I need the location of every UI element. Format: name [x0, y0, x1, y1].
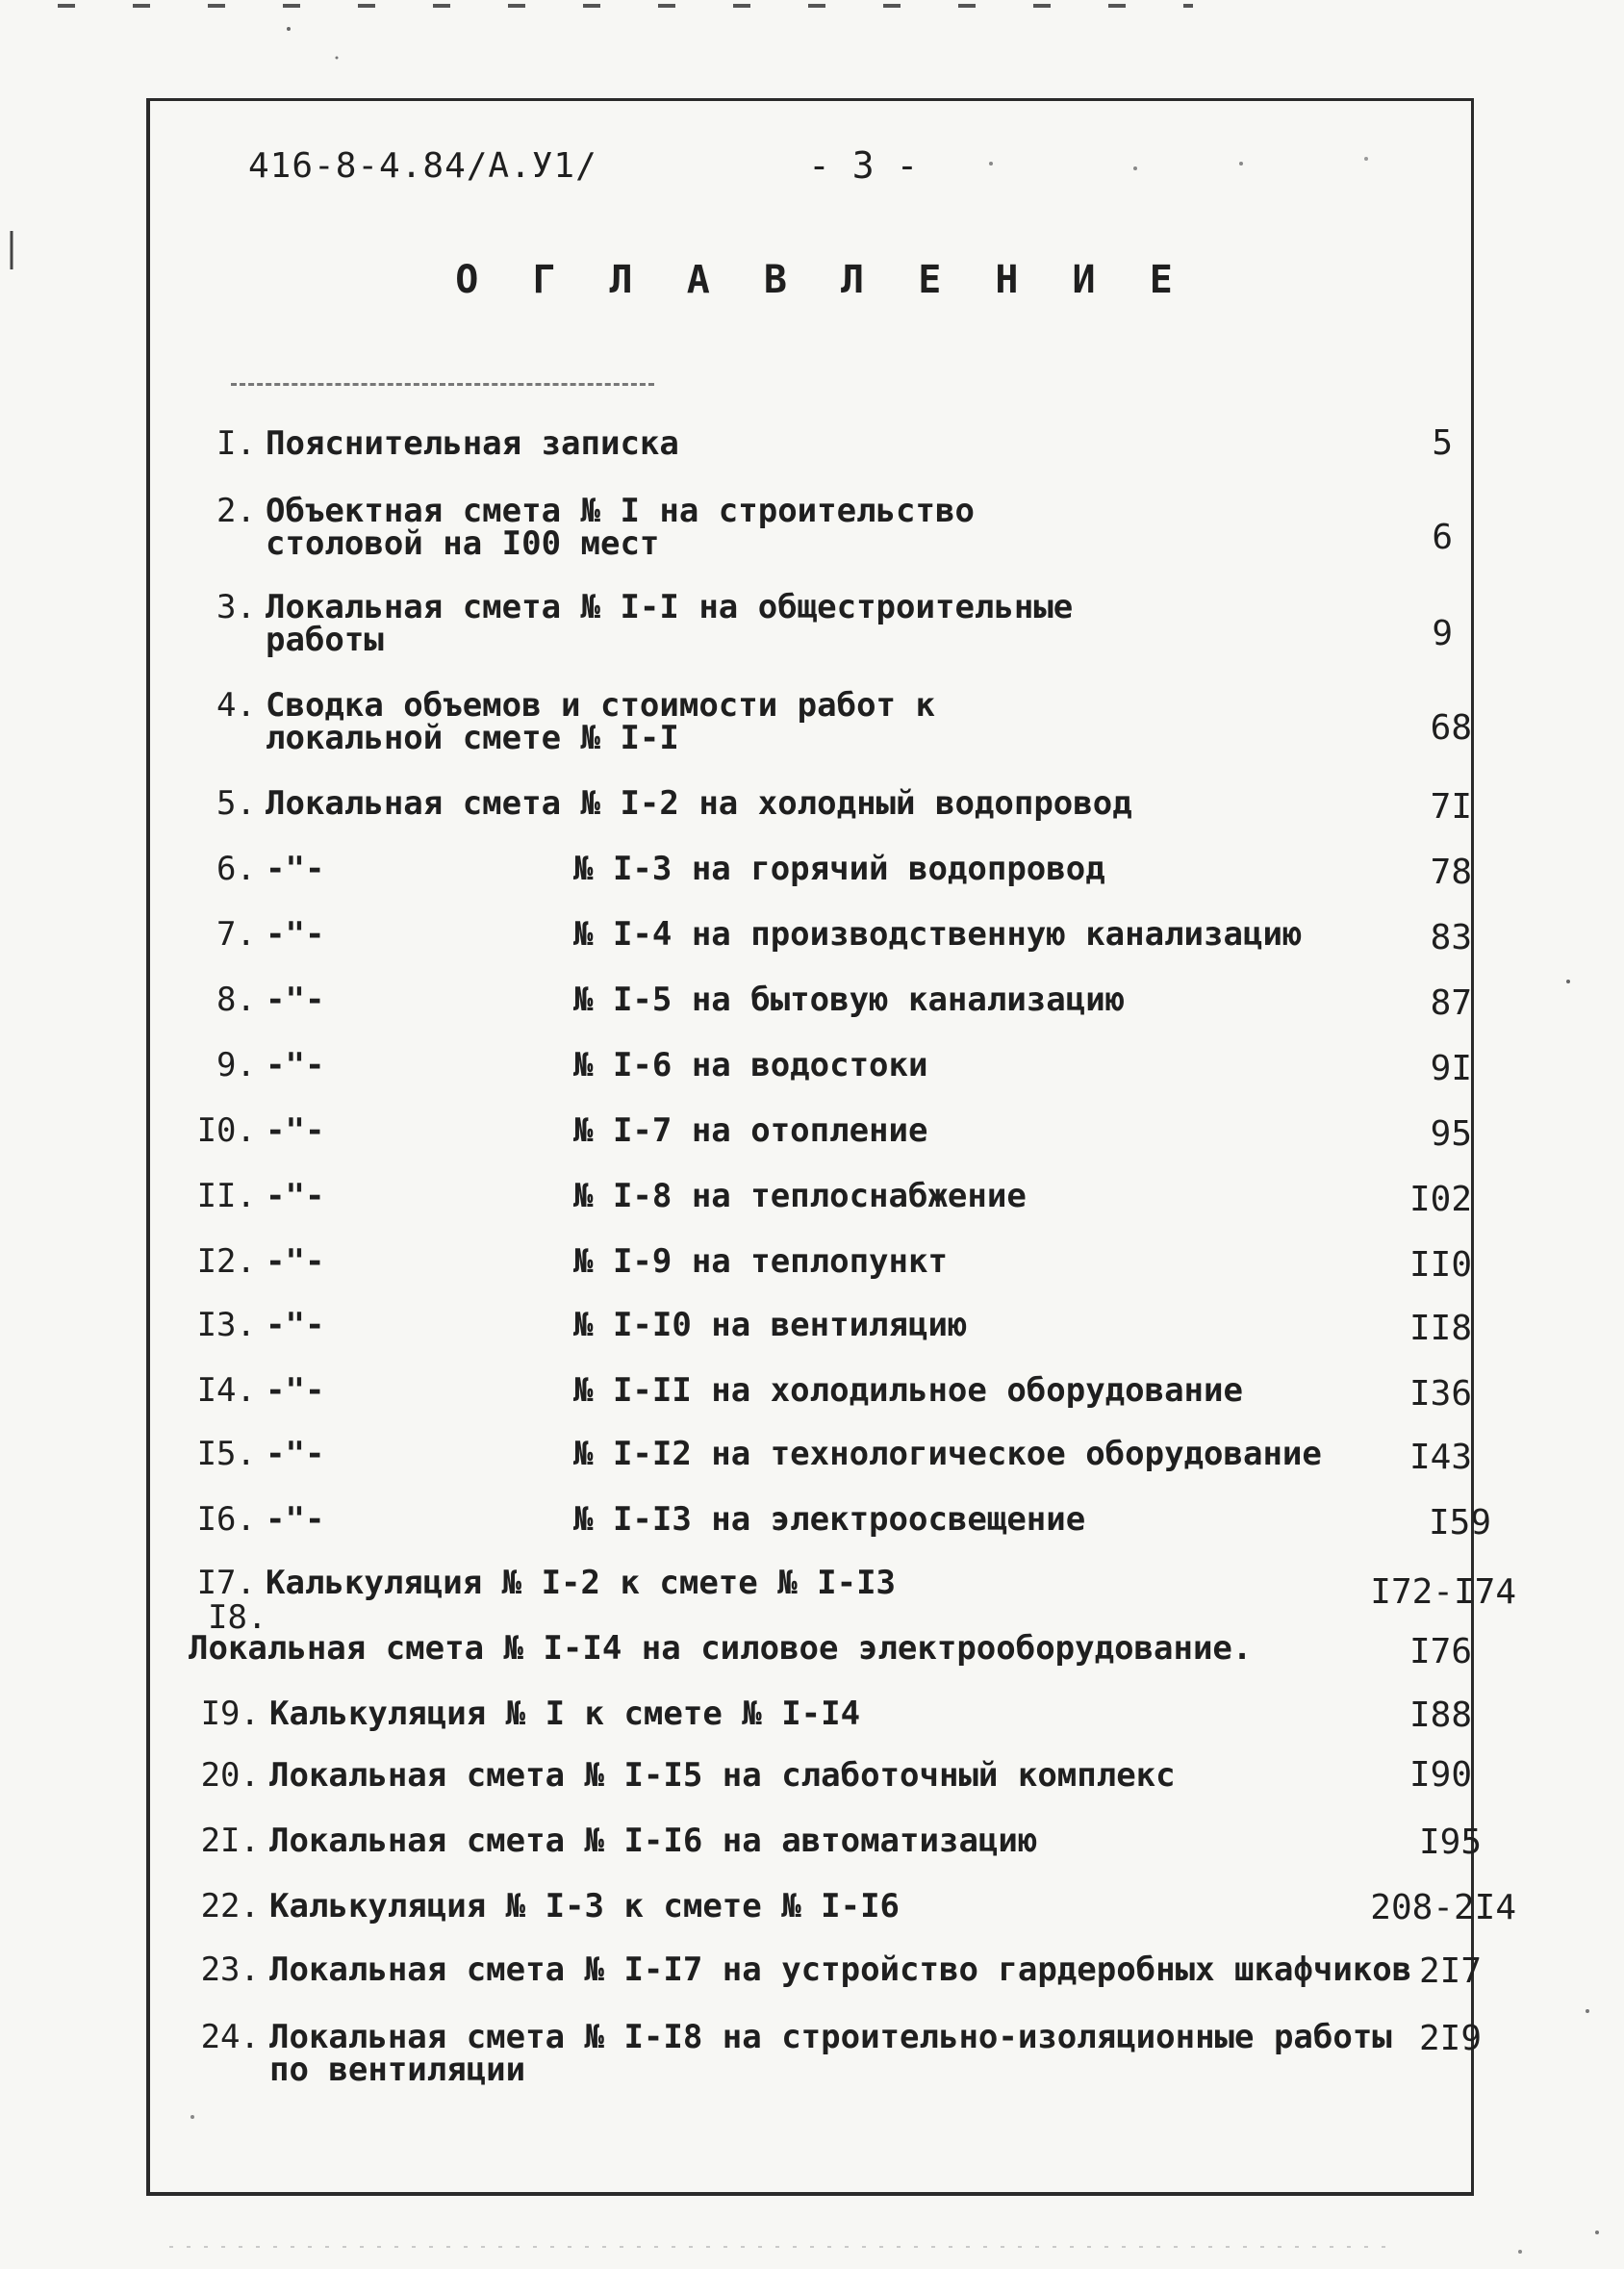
- entry-page: I02: [1408, 1180, 1472, 1219]
- entry-text: Локальная смета № I-I на общестроительные: [266, 588, 1074, 626]
- entry-text: № I-7 на отопление: [573, 1111, 928, 1150]
- ditto-mark: -"-: [266, 981, 325, 1019]
- entry-text: № I-I3 на электроосвещение: [573, 1500, 1086, 1539]
- entry-text: № I-9 на теплопункт: [573, 1242, 948, 1281]
- entry-number: 24.: [200, 2018, 260, 2056]
- toc-entry-8: [216, 981, 1126, 1019]
- toc-entry-22: [200, 1887, 901, 1925]
- entry-text: Локальная смета № I-I6 на автоматизацию: [269, 1822, 1038, 1860]
- entry-number: 7.: [216, 915, 256, 954]
- entry-text: Локальная смета № I-I4 на силовое электрооборудование.: [189, 1629, 1253, 1668]
- entry-text: № I-5 на бытовую канализацию: [573, 981, 1126, 1019]
- toc-entry-9: [216, 1046, 928, 1084]
- entry-number: 23.: [200, 1950, 260, 1989]
- entry-number: II.: [196, 1177, 256, 1215]
- entry-text: № I-8 на теплоснабжение: [573, 1177, 1027, 1215]
- entry-text: Калькуляция № I к смете № I-I4: [269, 1695, 861, 1733]
- entry-page: 7I: [1430, 787, 1472, 827]
- entry-page: 78: [1430, 853, 1472, 892]
- toc-entry-14: [196, 1371, 1243, 1410]
- toc-entry-1: [216, 424, 679, 463]
- toc-entry-18: [189, 1629, 1253, 1668]
- entry-number: I0.: [196, 1111, 256, 1150]
- toc-entry-20: [200, 1756, 1176, 1795]
- toc-entry-5: [216, 784, 1132, 823]
- ditto-mark: -"-: [266, 1177, 325, 1215]
- divider: [231, 383, 654, 388]
- entry-text: Сводка объемов и стоимости работ к: [266, 686, 935, 725]
- ditto-mark: -"-: [266, 1371, 325, 1410]
- entry-page: I59: [1428, 1503, 1491, 1542]
- entry-page: 2I9: [1418, 2019, 1482, 2058]
- entry-text-continued: по вентиляции: [269, 2051, 526, 2089]
- entry-text: Локальная смета № I-2 на холодный водопровод: [266, 784, 1132, 823]
- entry-text: № I-II на холодильное оборудование: [573, 1371, 1243, 1410]
- entry-page: 95: [1430, 1114, 1472, 1154]
- toc-entry-2: [216, 492, 975, 563]
- page-number: - 3 -: [808, 144, 919, 187]
- entry-number: I4.: [196, 1371, 256, 1410]
- toc-entry-15: [196, 1435, 1322, 1473]
- entry-page: I76: [1408, 1632, 1472, 1671]
- entry-text: Локальная смета № I-I8 на строительно-изоляционные работы: [269, 2018, 1392, 2056]
- entry-page: I43: [1408, 1438, 1472, 1477]
- toc-entry-21: [200, 1822, 1038, 1860]
- ditto-mark: -"-: [266, 850, 325, 888]
- entry-page: 208-2I4: [1370, 1888, 1516, 1927]
- entry-page: 2I7: [1418, 1951, 1482, 1991]
- entry-page: I36: [1408, 1374, 1472, 1414]
- entry-text: № I-I0 на вентиляцию: [573, 1306, 968, 1344]
- entry-number: I5.: [196, 1435, 256, 1473]
- toc-entry-3: [216, 588, 1074, 659]
- entry-number: I8.: [208, 1598, 267, 1637]
- entry-page: 9: [1432, 614, 1453, 653]
- entry-number: I3.: [196, 1306, 256, 1344]
- toc-entry-13: [196, 1306, 968, 1344]
- entry-page: 5: [1432, 423, 1453, 463]
- entry-number: 2I.: [200, 1822, 260, 1860]
- entry-text-continued: столовой на I00 мест: [266, 524, 660, 563]
- entry-page: II8: [1408, 1309, 1472, 1348]
- entry-text: Калькуляция № I-2 к смете № I-I3: [266, 1564, 897, 1602]
- ditto-mark: -"-: [266, 1306, 325, 1344]
- entry-number: I.: [216, 424, 256, 463]
- entry-page: I72-I74: [1370, 1572, 1516, 1612]
- entry-number: I2.: [196, 1242, 256, 1281]
- ditto-mark: -"-: [266, 1242, 325, 1281]
- entry-page: I88: [1408, 1695, 1472, 1735]
- entry-page: 87: [1430, 983, 1472, 1023]
- entry-page: 9I: [1430, 1049, 1472, 1088]
- entry-text-continued: работы: [266, 621, 384, 659]
- entry-number: 5.: [216, 784, 256, 823]
- entry-number: I6.: [196, 1500, 256, 1539]
- toc-entry-12: [196, 1242, 948, 1281]
- entry-number: I9.: [200, 1695, 260, 1733]
- ditto-mark: -"-: [266, 1500, 325, 1539]
- entry-page: I95: [1418, 1823, 1482, 1862]
- entry-number: 6.: [216, 850, 256, 888]
- toc-entry-17: [196, 1564, 897, 1602]
- toc-entry-6: [216, 850, 1105, 888]
- document-code: 416-8-4.84/А.У1/: [248, 146, 597, 186]
- entry-number: 8.: [216, 981, 256, 1019]
- entry-text: Объектная смета № I на строительство: [266, 492, 975, 530]
- entry-text: № I-4 на производственную канализацию: [573, 915, 1303, 954]
- entry-text: Локальная смета № I-I7 на устройство гардеробных шкафчиков: [269, 1950, 1412, 1989]
- entry-text: Калькуляция № I-3 к смете № I-I6: [269, 1887, 901, 1925]
- toc-entry-7: [216, 915, 1303, 954]
- ditto-mark: -"-: [266, 1435, 325, 1473]
- toc-entry-19: [200, 1695, 861, 1733]
- toc-entry-11: [196, 1177, 1027, 1215]
- entry-number: 4.: [216, 686, 256, 725]
- entry-text: Локальная смета № I-I5 на слаботочный комплекс: [269, 1756, 1176, 1795]
- entry-text: Пояснительная записка: [266, 424, 679, 463]
- entry-page: 83: [1430, 918, 1472, 957]
- entry-page: 68: [1430, 708, 1472, 748]
- toc-entry-16: [196, 1500, 1086, 1539]
- entry-page: II0: [1408, 1245, 1472, 1285]
- entry-text: № I-3 на горячий водопровод: [573, 850, 1105, 888]
- entry-page: 6: [1432, 518, 1453, 557]
- entry-text-continued: локальной смете № I-I: [266, 719, 679, 757]
- entry-number: 3.: [216, 588, 256, 626]
- entry-text: № I-I2 на технологическое оборудование: [573, 1435, 1322, 1473]
- ditto-mark: -"-: [266, 1046, 325, 1084]
- ditto-mark: -"-: [266, 915, 325, 954]
- toc-title: О Г Л А В Л Е Н И Е: [455, 258, 1188, 302]
- entry-number: 9.: [216, 1046, 256, 1084]
- entry-text: № I-6 на водостоки: [573, 1046, 928, 1084]
- toc-entry-23: [200, 1950, 1412, 1989]
- ditto-mark: -"-: [266, 1111, 325, 1150]
- entry-page: I90: [1408, 1755, 1472, 1795]
- entry-number: 2.: [216, 492, 256, 530]
- toc-entry-10: [196, 1111, 928, 1150]
- entry-number: I7.: [196, 1564, 256, 1602]
- toc-entry-24: [200, 2018, 1392, 2089]
- toc-entry-4: [216, 686, 935, 757]
- entry-number: 22.: [200, 1887, 260, 1925]
- entry-number: 20.: [200, 1756, 260, 1795]
